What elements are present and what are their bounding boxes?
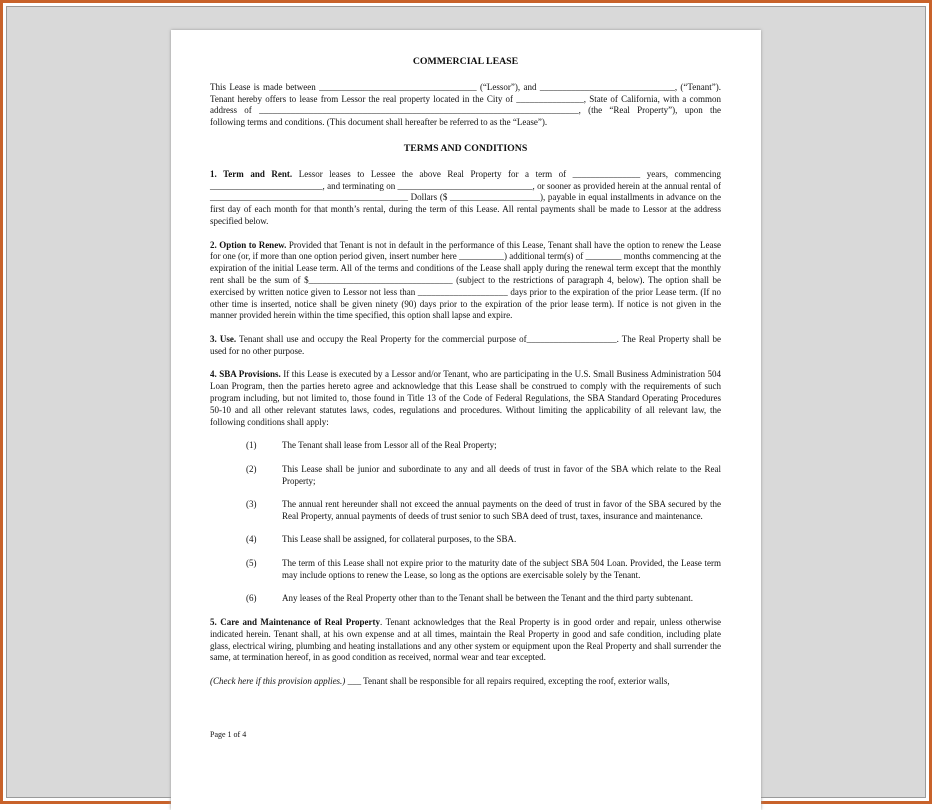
section-4-heading: 4. SBA Provisions. bbox=[210, 369, 281, 380]
list-item-number: (4) bbox=[246, 534, 257, 545]
section-3-text: Tenant shall use and occupy the Real Property for the commercial purpose of____________________. The Real Property shall be used for no other purpose. bbox=[210, 333, 721, 356]
section-1-text: Lessor leases to Lessee the above Real Property for a term of _______________ years, commencing _________________________, and terminating on ______________________________, or sooner as provided herein at the annual rental of ____________________________________________ Dollars ($ ____________________), payable in equal installments in advance on the first day of each month for that month’s rental, during the term of this Lease. All rental payments shall be made to Lessor at the address specified below. bbox=[210, 168, 721, 226]
check-provision-text: ___ Tenant shall be responsible for all repairs required, excepting the roof, exterior walls, bbox=[345, 676, 670, 687]
list-item-text: The annual rent hereunder shall not exceed the annual payments on the deed of trust in favor of the SBA secured by the Real Property, annual payments of deeds of trust senior to such SBA deed of trust, taxes, insurance and maintenance. bbox=[282, 499, 721, 521]
list-item-number: (2) bbox=[246, 463, 257, 474]
section-5-text: . Tenant acknowledges that the Real Property is in good order and repair, unless otherwise indicated herein. Tenant shall, at his own expense and at all times, maintain the Real Property in good and safe condition, including plate glass, electrical wiring, plumbing and heating installations and any other system or equipment upon the Real Property and shall surrender the same, at termination hereof, in as good condition as received, normal wear and tear excepted. bbox=[210, 617, 721, 663]
page-number: Page 1 of 4 bbox=[210, 730, 247, 739]
section-2-heading: 2. Option to Renew. bbox=[210, 239, 287, 250]
list-item-number: (3) bbox=[246, 499, 257, 510]
list-item bbox=[210, 499, 721, 523]
document-body bbox=[210, 56, 721, 700]
section-1 bbox=[210, 169, 721, 228]
list-item-number: (5) bbox=[246, 558, 257, 569]
list-item-text: This Lease shall be assigned, for collateral purposes, to the SBA. bbox=[282, 534, 517, 545]
section-4 bbox=[210, 369, 721, 428]
list-item-text: Any leases of the Real Property other than to the Tenant shall be between the Tenant and the third party subtenant. bbox=[282, 593, 694, 604]
section-2-text: Provided that Tenant is not in default in the performance of this Lease, Tenant shall have the option to renew the Lease for one (or, if more than one option period given, insert number here __________) additional term(s) of ________ months commencing at the expiration of the initial Lease term. All of the terms and conditions of the Lease shall apply during the renewal term except that the monthly rent shall be the sum of $________________________________ (subject to the restrictions of paragraph 4, below). The option shall be exercised by written notice given to Lessor not less than ____________________ days prior to the expiration of the prior Lease term. (If no other time is inserted, notice shall be given ninety (90) days prior to the expiration of the prior lease term). If notice is not given in the manner provided herein within the time specified, this option shall lapse and expire. bbox=[210, 239, 721, 321]
section-3 bbox=[210, 334, 721, 358]
section-5-heading: 5. Care and Maintenance of Real Property bbox=[210, 617, 381, 628]
list-item-number: (1) bbox=[246, 440, 257, 451]
intro-text: This Lease is made between ___________________________________ (“Lessor”), and ______________________________, (“Tenant”). Tenant hereby offers to lease from Lessor the real property located in the City of _______________, State of California, with a common address of _______________________________________________________________________, (the “Real Property”), upon the following terms and conditions. (This document shall hereafter be referred to as the “Lease”). bbox=[210, 81, 721, 128]
section-2 bbox=[210, 240, 721, 323]
check-provision-note: (Check here if this provision applies.) bbox=[210, 676, 346, 687]
list-item bbox=[210, 534, 721, 546]
check-provision bbox=[210, 676, 721, 688]
section-4-text: If this Lease is executed by a Lessor and/or Tenant, who are participating in the U.S. Small Business Administration 504 Loan Program, then the parties hereto agree and acknowledge that this Lease shall be construed to comply with the requirements of such program including, but not limited to, those found in Title 13 of the Code of Federal Regulations, the SBA Standard Operating Procedures 50-10 and all other relevant statutes laws, codes, regulations and procedures. Without limiting the applicability of all relevant law, the following conditions shall apply: bbox=[210, 369, 721, 427]
section-5 bbox=[210, 617, 721, 664]
document-title: COMMERCIAL LEASE bbox=[412, 56, 519, 67]
list-item-number: (6) bbox=[246, 593, 257, 604]
list-item-text: The Tenant shall lease from Lessor all of the Real Property; bbox=[282, 440, 497, 451]
list-item bbox=[210, 464, 721, 488]
list-item bbox=[210, 440, 721, 452]
section-1-heading: 1. Term and Rent. bbox=[210, 168, 293, 179]
list-item bbox=[210, 558, 721, 582]
section-3-heading: 3. Use. bbox=[210, 333, 237, 344]
list-item-text: The term of this Lease shall not expire prior to the maturity date of the subject SBA 504 Loan. Provided, the Lease term may include options to renew the Lease, so long as the options are exercisable solely by the Tenant. bbox=[282, 558, 721, 580]
section-title: TERMS AND CONDITIONS bbox=[403, 142, 528, 154]
list-item bbox=[210, 593, 721, 605]
intro-paragraph bbox=[210, 82, 721, 129]
list-item-text: This Lease shall be junior and subordinate to any and all deeds of trust in favor of the SBA which relate to the Real Property; bbox=[282, 463, 721, 486]
